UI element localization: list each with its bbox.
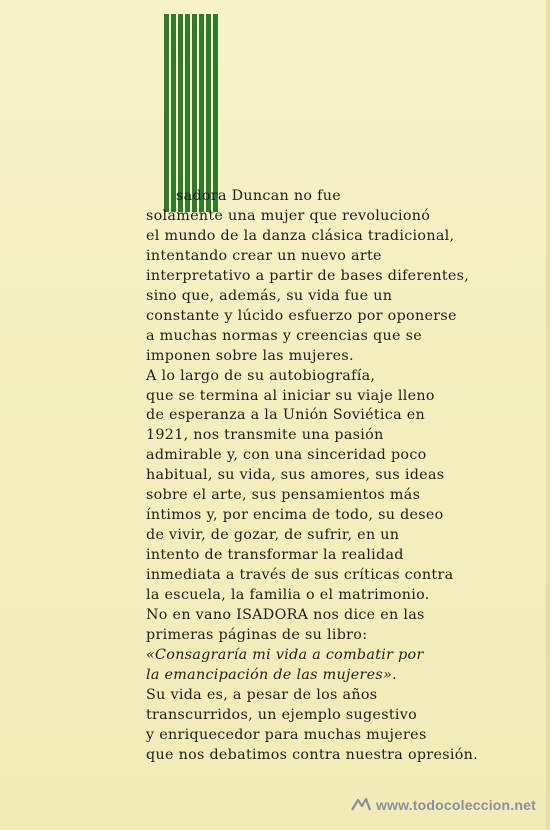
quote-line: la emancipación de las mujeres». [146, 666, 397, 683]
text-line: el mundo de la danza clásica tradicional, [146, 227, 455, 244]
text-line: habitual, su vida, sus amores, sus ideas [146, 467, 445, 484]
text-line: la escuela, la familia o el matrimonio. [146, 587, 430, 604]
green-stripe [206, 14, 211, 212]
watermark-text: www.todocoleccion.net [375, 797, 536, 813]
page-edge [546, 0, 550, 830]
text-line: intento de transformar la realidad [146, 547, 404, 564]
text-line: sino que, además, su vida fue un [146, 287, 393, 304]
text-line: Su vida es, a pesar de los años [146, 686, 378, 703]
text-line: A lo largo de su autobiografía, [146, 367, 376, 384]
text-line: inmediata a través de sus críticas contra [146, 567, 454, 584]
todocoleccion-logo-icon [350, 796, 372, 814]
text-line: que nos debatimos contra nuestra opresión. [146, 746, 478, 763]
text-line: primeras páginas de su libro: [146, 626, 368, 643]
quote-line: «Consagraría mi vida a combatir por [146, 646, 424, 663]
green-stripe [164, 14, 169, 212]
text-line: de esperanza a la Unión Soviética en [146, 407, 426, 424]
text-line: sadora Duncan no fue [176, 188, 342, 204]
text-line: que se termina al iniciar su viaje lleno [146, 387, 435, 404]
green-stripe [213, 14, 218, 212]
text-line: a muchas normas y creencias que se [146, 327, 423, 344]
text-line: de vivir, de gozar, de sufrir, en un [146, 527, 400, 544]
text-line: solamente una mujer que revolucionó [146, 207, 431, 224]
text-line: imponen sobre las mujeres. [146, 347, 354, 364]
text-line: transcurridos, un ejemplo sugestivo [146, 706, 418, 723]
green-stripe [199, 14, 204, 212]
green-stripe [192, 14, 197, 212]
text-line: No en vano ISADORA nos dice en las [146, 607, 425, 624]
text-line: íntimos y, por encima de todo, su deseo [146, 507, 444, 524]
green-stripe [178, 14, 183, 212]
green-stripe [171, 14, 176, 212]
green-stripe [185, 14, 190, 212]
text-line: constante y lúcido esfuerzo por oponerse [146, 307, 457, 324]
green-stripes-initial-i [164, 14, 220, 212]
blurb-text [146, 187, 478, 766]
text-line: intentando crear un nuevo arte [146, 247, 382, 264]
text-line: 1921, nos transmite una pasión [146, 427, 384, 444]
text-line: sobre el arte, sus pensamientos más [146, 487, 421, 504]
text-line: y enriquecedor para muchas mujeres [146, 726, 427, 743]
text-line: admirable y, con una sinceridad poco [146, 447, 427, 464]
watermark [350, 796, 536, 814]
text-line: interpretativo a partir de bases diferentes, [146, 267, 470, 284]
